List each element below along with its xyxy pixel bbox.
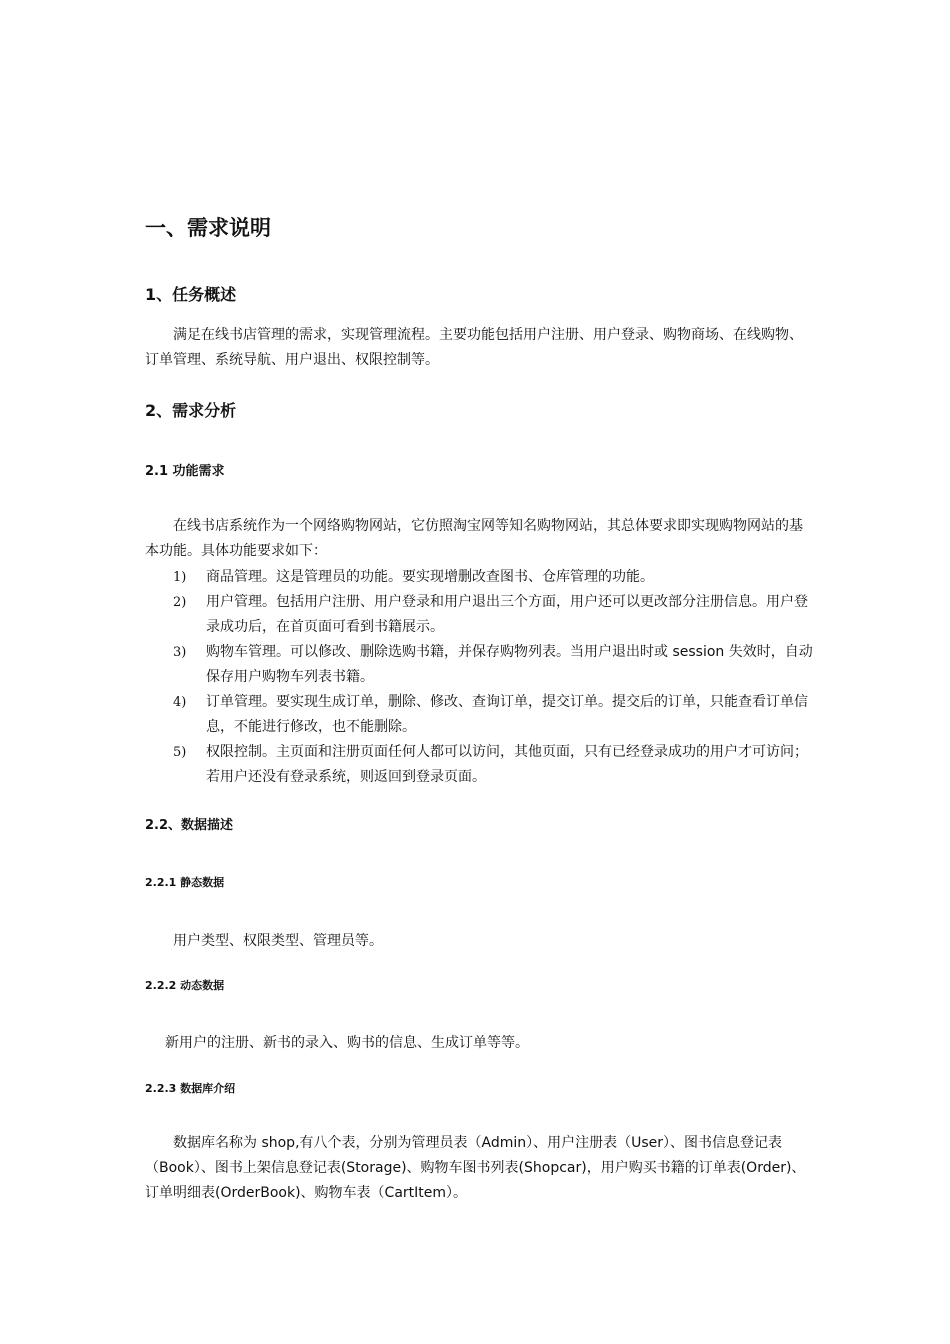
section-title: 一、需求说明 (145, 216, 271, 240)
list-number: 3) (173, 645, 187, 660)
data-desc-heading: 2.2、数据描述 (145, 818, 234, 833)
list-item (145, 590, 815, 640)
functional-heading: 2.1 功能需求 (145, 464, 225, 479)
list-item (145, 565, 815, 590)
list-text: 商品管理。这是管理员的功能。要实现增删改查图书、仓库管理的功能。 (206, 569, 654, 585)
dynamic-data-heading: 2.2.2 动态数据 (145, 979, 225, 992)
list-text: 订单管理。要实现生成订单，删除、修改、查询订单，提交订单。提交后的订单，只能查看订单信息，不能进行修改，也不能删除。 (206, 694, 808, 735)
list-text: 用户管理。包括用户注册、用户登录和用户退出三个方面，用户还可以更改部分注册信息。用户登录成功后，在首页面可看到书籍展示。 (206, 594, 808, 635)
list-text: 权限控制。主页面和注册页面任何人都可以访问，其他页面，只有已经登录成功的用户才可访问；若用户还没有登录系统，则返回到登录页面。 (206, 744, 808, 785)
database-heading: 2.2.3 数据库介绍 (145, 1082, 236, 1095)
list-item (145, 740, 815, 790)
static-data-body: 用户类型、权限类型、管理员等。 (173, 933, 383, 949)
list-item (145, 640, 815, 690)
task-overview-heading: 1、任务概述 (145, 285, 237, 304)
database-body: 数据库名称为 shop,有八个表，分别为管理员表（Admin）、用户注册表（User）、图书信息登记表（Book）、图书上架信息登记表(Storage)、购物车图书列表(Shopcar)，用户购买书籍的订单表(Order)、订单明细表(OrderBook)、购物车表（CartItem）。 (145, 1135, 806, 1201)
static-data-heading: 2.2.1 静态数据 (145, 876, 225, 889)
analysis-heading: 2、需求分析 (145, 401, 237, 420)
list-number: 4) (173, 695, 187, 710)
list-item (145, 690, 815, 740)
dynamic-data-body: 新用户的注册、新书的录入、购书的信息、生成订单等等。 (165, 1035, 529, 1051)
task-overview-body: 满足在线书店管理的需求，实现管理流程。主要功能包括用户注册、用户登录、购物商场、在线购物、订单管理、系统导航、用户退出、权限控制等。 (145, 327, 803, 368)
list-number: 2) (173, 595, 187, 610)
list-text: 购物车管理。可以修改、删除选购书籍，并保存购物列表。当用户退出时或 session 失效时，自动保存用户购物车列表书籍。 (206, 644, 813, 685)
functional-intro: 在线书店系统作为一个网络购物网站，它仿照淘宝网等知名购物网站，其总体要求即实现购物网站的基本功能。具体功能要求如下： (145, 518, 803, 559)
list-number: 1) (173, 570, 187, 585)
list-number: 5) (173, 745, 187, 760)
function-list (145, 565, 815, 790)
